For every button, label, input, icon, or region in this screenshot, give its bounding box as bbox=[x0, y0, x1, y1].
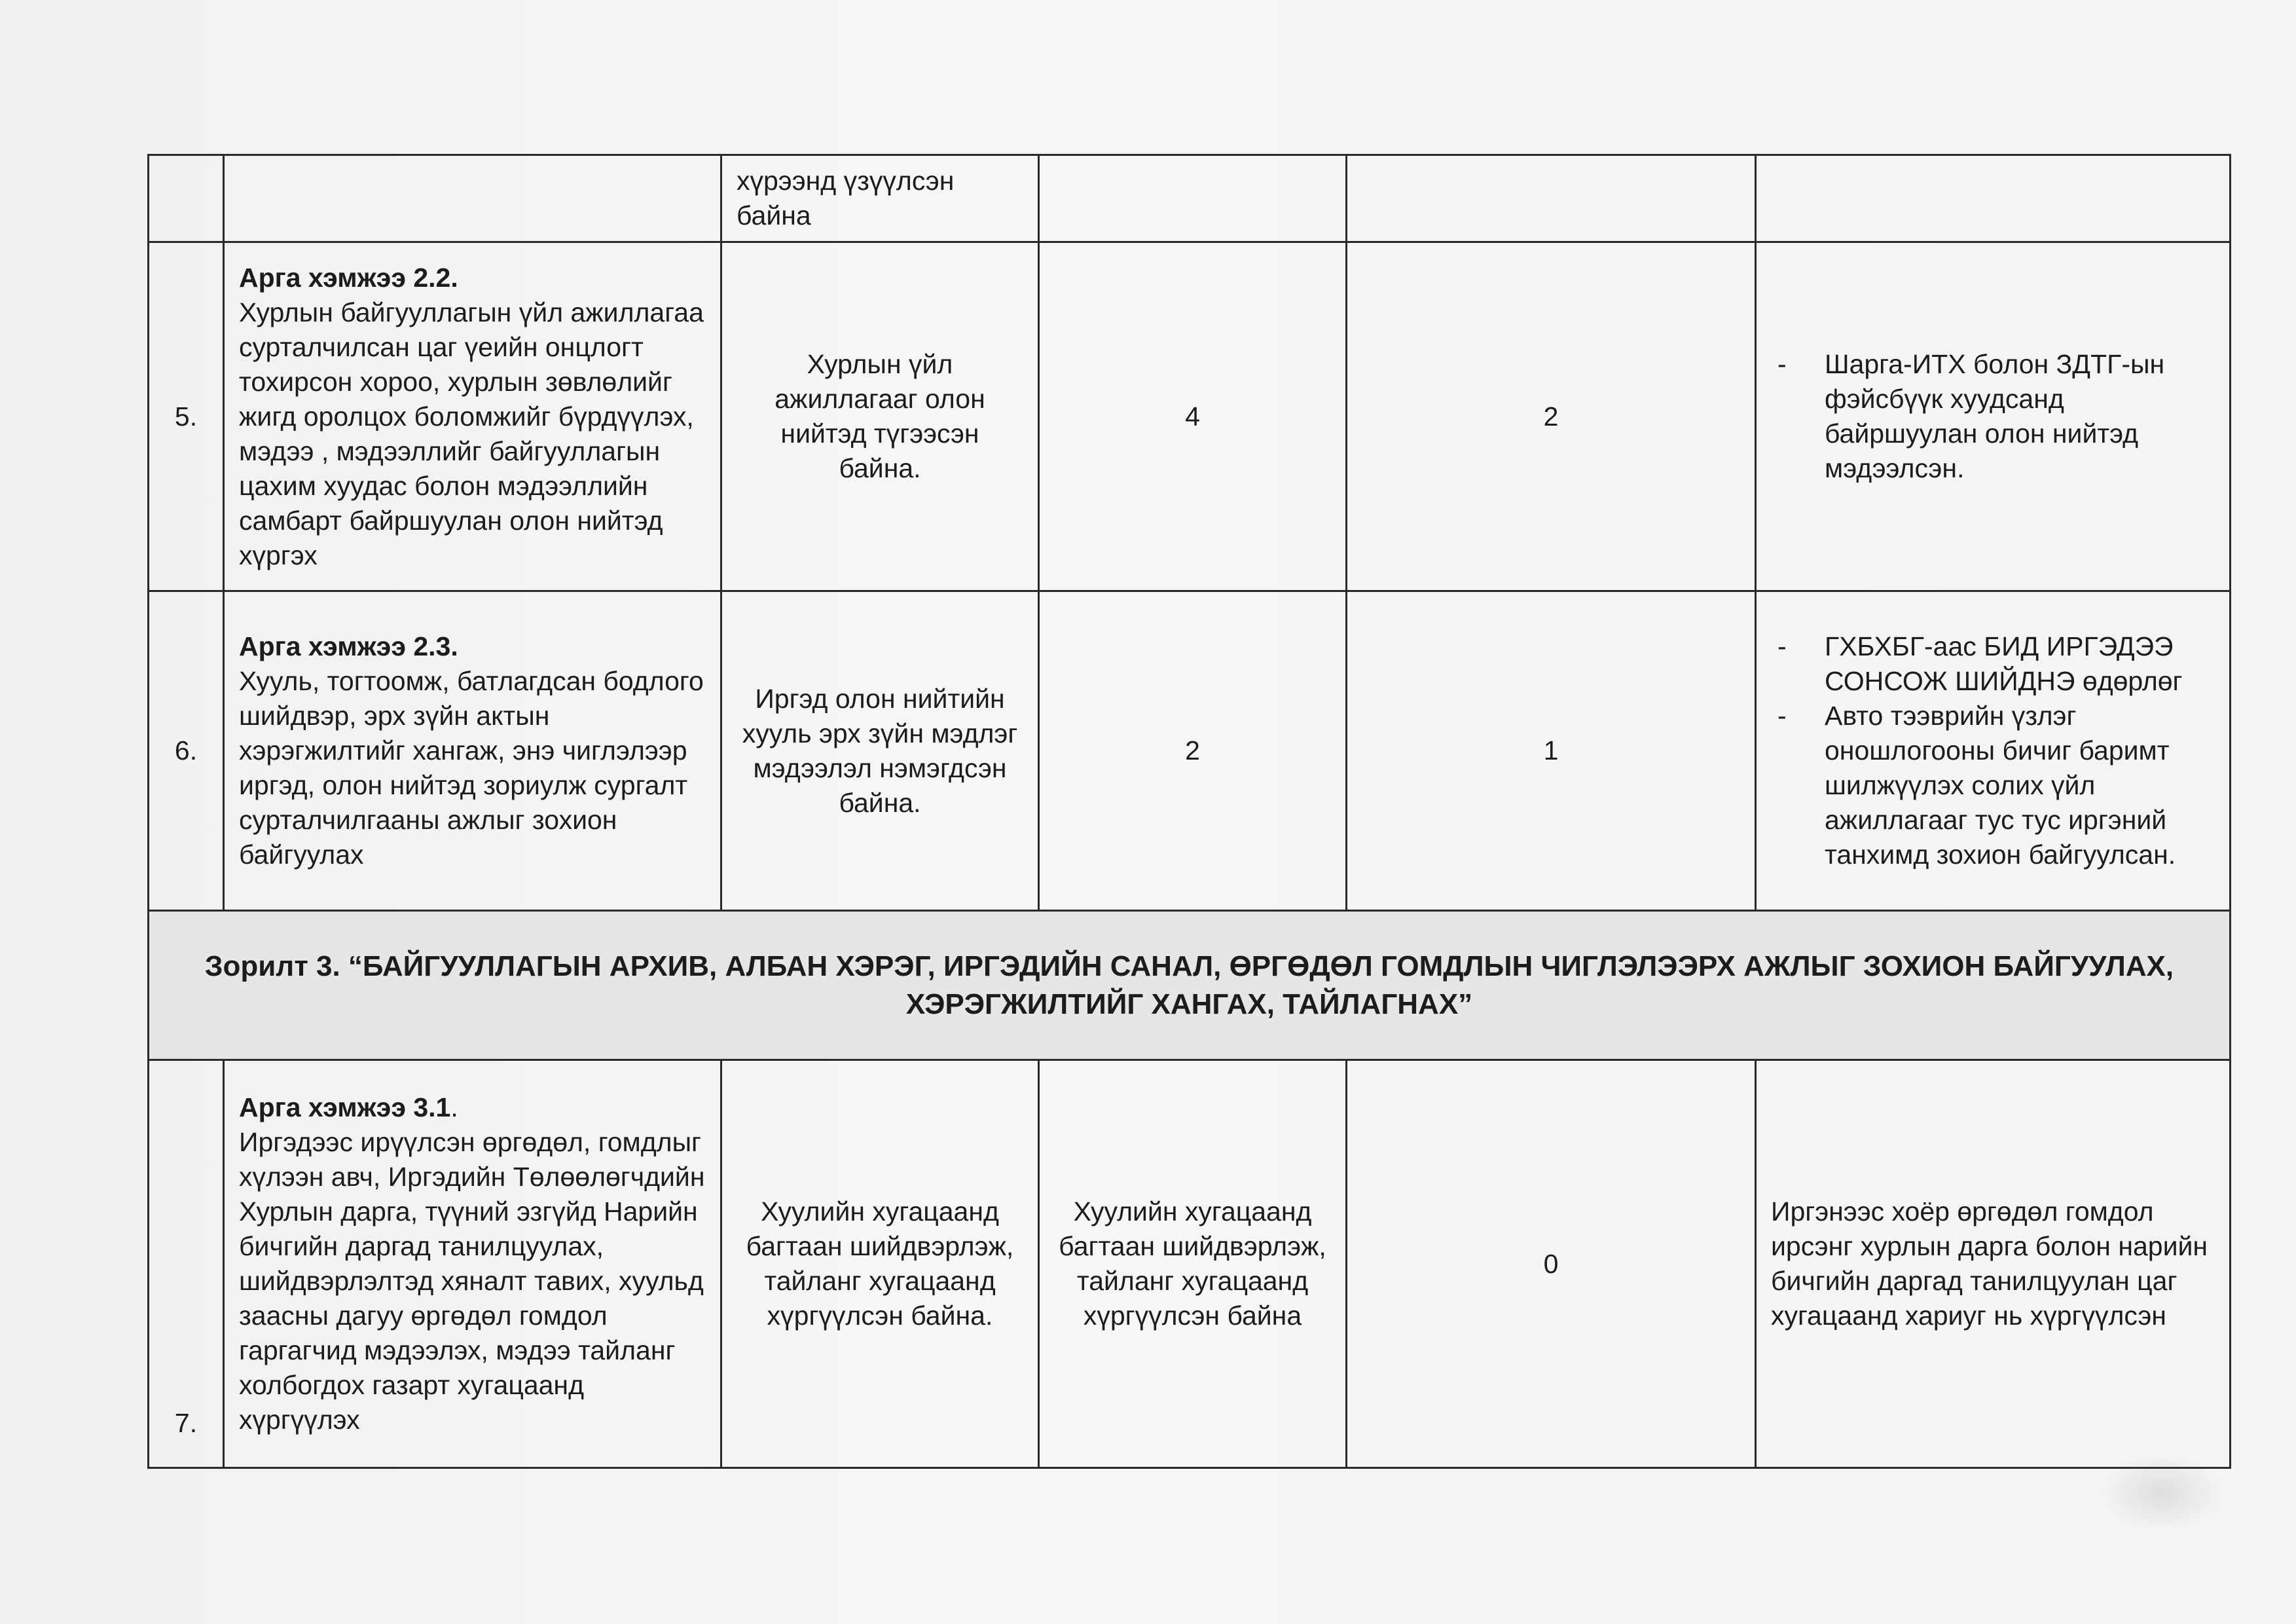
plan-value: Хуулийн хугацаанд багтаан шийдвэрлэж, тайланг хугацаанд хүргүүлсэн байна bbox=[1039, 1060, 1347, 1468]
result-cell: Иргэнээс хоёр өргөдөл гомдол ирсэнг хурлын дарга болон нарийн бичгийн даргад танилцуулан цаг хугацаанд хариуг нь хүргүүлсэн bbox=[1756, 1060, 2231, 1468]
actual-value: 0 bbox=[1347, 1060, 1756, 1468]
expected-result-cell: Хурлын үйл ажиллагааг олон нийтэд түгээсэн байна. bbox=[721, 242, 1039, 591]
table-row bbox=[149, 242, 2231, 591]
row-number: 5. bbox=[149, 242, 224, 591]
list-item: - Авто тээврийн үзлэг оношлогооны бичиг баримт шилжүүлэх солих үйл ажиллагааг тус тус иргэний танхимд зохион байгуулсан. bbox=[1771, 699, 2215, 872]
action-title: Арга хэмжээ 3.1 bbox=[239, 1092, 451, 1122]
result-cell bbox=[1756, 591, 2231, 911]
table-cell bbox=[1039, 155, 1347, 242]
table-cell bbox=[1347, 155, 1756, 242]
action-text: Иргэдээс ирүүлсэн өргөдөл, гомдлыг хүлээн авч, Иргэдийн Төлөөлөгчдийн Хурлын дарга, түүний эзгүйд Нарийн бичгийн даргад танилцуулах, шийдвэрлэлтэд хяналт тавих, хуульд заасны дагуу өргөдөл гомдол гаргагчид мэдээлэх, мэдээ тайланг холбогдох газарт хугацаанд хүргүүлэх bbox=[239, 1127, 705, 1435]
action-title: Арга хэмжээ 2.3. bbox=[239, 631, 458, 661]
table-row bbox=[149, 591, 2231, 911]
expected-result-cell: Иргэд олон нийтийн хууль эрх зүйн мэдлэг мэдээлэл нэмэгдсэн байна. bbox=[721, 591, 1039, 911]
row-number: 7. bbox=[149, 1060, 224, 1468]
plan-value: 2 bbox=[1039, 591, 1347, 911]
table-row bbox=[149, 1060, 2231, 1468]
list-item: - Шарга-ИТХ болон ЗДТГ-ын фэйсбүүк хуудсанд байршуулан олон нийтэд мэдээлсэн. bbox=[1771, 347, 2215, 486]
action-cell bbox=[224, 242, 721, 591]
actual-value: 1 bbox=[1347, 591, 1756, 911]
expected-result-cell: Хуулийн хугацаанд багтаан шийдвэрлэж, тайланг хугацаанд хүргүүлсэн байна. bbox=[721, 1060, 1039, 1468]
table-cell bbox=[224, 155, 721, 242]
table-row bbox=[149, 911, 2231, 1060]
actual-value: 2 bbox=[1347, 242, 1756, 591]
action-title-suffix: . bbox=[450, 1092, 458, 1122]
row-number: 6. bbox=[149, 591, 224, 911]
action-title: Арга хэмжээ 2.2. bbox=[239, 262, 458, 293]
table-cell bbox=[149, 155, 224, 242]
result-cell bbox=[1756, 242, 2231, 591]
result-list bbox=[1771, 629, 2215, 872]
goal-heading: Зорилт 3. “БАЙГУУЛЛАГЫН АРХИВ, АЛБАН ХЭРЭГ, ИРГЭДИЙН САНАЛ, ӨРГӨДӨЛ ГОМДЛЫН ЧИГЛЭЛЭЭРХ АЖЛЫГ ЗОХИОН БАЙГУУЛАХ, ХЭРЭГЖИЛТИЙГ ХАНГАХ, ТАЙЛАГНАХ” bbox=[149, 911, 2231, 1060]
table-cell bbox=[1756, 155, 2231, 242]
action-cell bbox=[224, 1060, 721, 1468]
scan-smudge bbox=[2100, 1454, 2224, 1532]
expected-result-cell: хүрээнд үзүүлсэн байна bbox=[721, 155, 1039, 242]
report-table bbox=[147, 154, 2231, 1469]
plan-value: 4 bbox=[1039, 242, 1347, 591]
list-item: - ГХБХБГ-аас БИД ИРГЭДЭЭ СОНСОЖ ШИЙДНЭ өдөрлөг bbox=[1771, 629, 2215, 699]
result-list bbox=[1771, 347, 2215, 486]
table-row bbox=[149, 155, 2231, 242]
action-text: Хурлын байгууллагын үйл ажиллагаа сурталчилсан цаг үеийн онцлогт тохирсон хороо, хурлын зөвлөлийг жигд оролцох боломжийг бүрдүүлэх, мэдээ , мэдээллийг байгууллагын цахим хуудас болон мэдээллийн самбарт байршуулан олон нийтэд хүргэх bbox=[239, 297, 704, 570]
action-cell bbox=[224, 591, 721, 911]
action-text: Хууль, тогтоомж, батлагдсан бодлого шийдвэр, эрх зүйн актын хэрэгжилтийг хангаж, энэ чиглэлээр иргэд, олон нийтэд зориулж сургалт сурталчилгааны ажлыг зохион байгуулах bbox=[239, 666, 704, 870]
